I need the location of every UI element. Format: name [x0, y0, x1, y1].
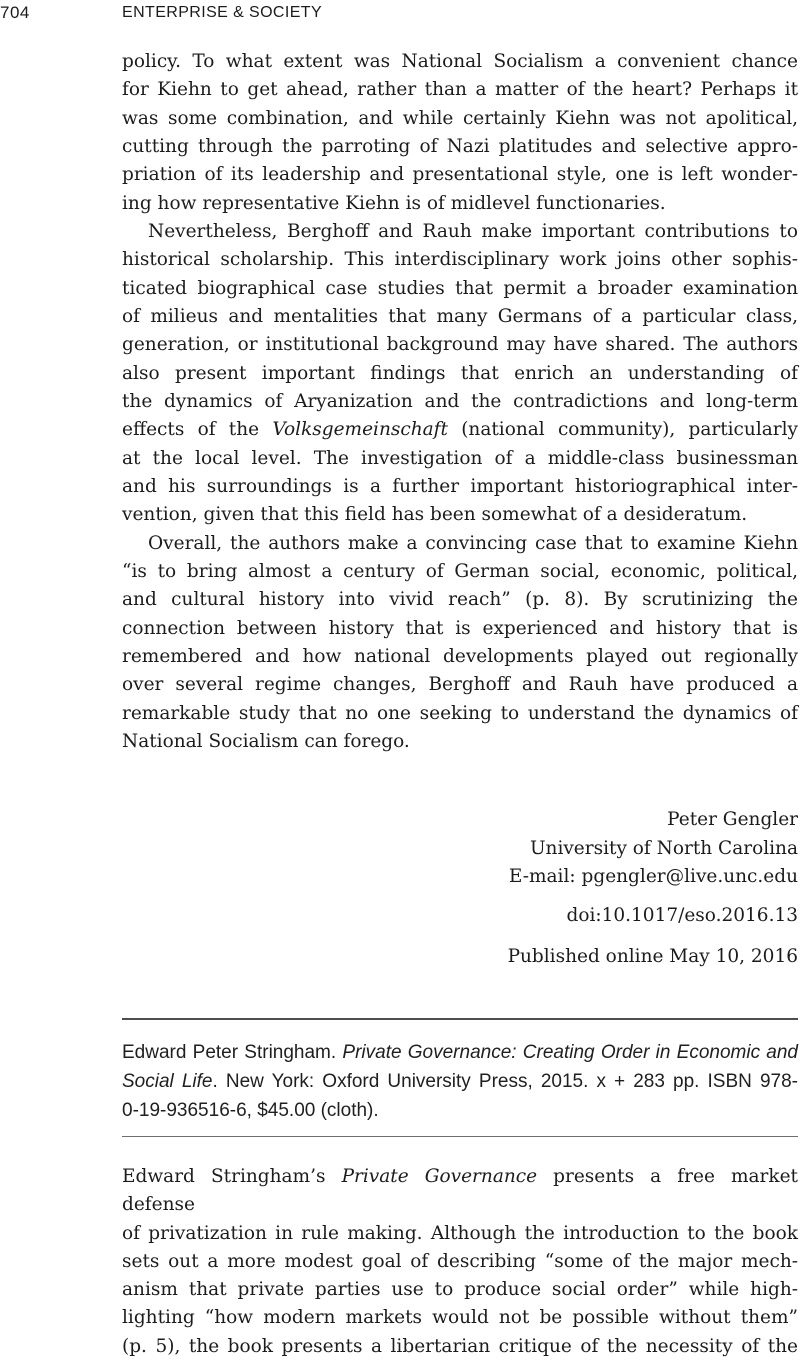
published-online-text: Published online May 10, 2016 — [507, 945, 798, 967]
text-line: at the local level. The investigation of a middle-class businessman — [122, 447, 798, 469]
separator-rule-bottom — [122, 1136, 798, 1137]
reviewer-email: E-mail: pgengler@live.unc.edu — [508, 865, 798, 887]
text-line: Overall, the authors make a convincing case that to examine Kiehn — [148, 532, 798, 554]
review-body-text — [122, 48, 798, 756]
text-line: and cultural history into vivid reach” (p. 8). By scrutinizing the — [122, 589, 798, 611]
text-line: Social Life. New York: Oxford University Press, 2015. x + 283 pp. ISBN 978- — [122, 1070, 798, 1092]
text-line: historical scholarship. This interdisciplinary work joins other sophis- — [122, 249, 798, 271]
text-line: ticated biographical case studies that permit a broader examination — [122, 277, 798, 299]
text-line: policy. To what extent was National Socialism a convenient chance — [122, 51, 798, 72]
text-line: for Kiehn to get ahead, rather than a matter of the heart? Perhaps it — [122, 79, 798, 101]
next-review-body-text — [122, 1163, 798, 1361]
text-line: “is to bring almost a century of German social, economic, political, — [122, 560, 798, 582]
text-line: (p. 5), the book presents a libertarian critique of the necessity of the — [122, 1335, 798, 1357]
page-number: 704 — [0, 3, 30, 22]
text-line: anism that private parties use to produce social order” while high- — [122, 1279, 798, 1301]
text-line: the dynamics of Aryanization and the contradictions and long-term — [122, 390, 798, 412]
text-line: Nevertheless, Berghoff and Rauh make important contributions to — [148, 220, 798, 242]
text-line: remarkable study that no one seeking to understand the dynamics of — [122, 702, 798, 724]
text-line: and his surroundings is a further important historiographical inter- — [122, 475, 798, 497]
text-line: 0-19-936516-6, $45.00 (cloth). — [122, 1099, 379, 1121]
text-line: over several regime changes, Berghoff and Rauh have produced a — [122, 674, 798, 696]
text-line: generation, or institutional background may have shared. The authors — [122, 334, 798, 356]
text-line: Edward Peter Stringham. Private Governance: Creating Order in Economic and — [122, 1041, 799, 1063]
text-line: lighting “how modern markets would not be possible without them” — [122, 1307, 798, 1329]
text-line: of milieus and mentalities that many Germans of a particular class, — [122, 305, 798, 327]
doi-text: doi:10.1017/eso.2016.13 — [566, 905, 798, 927]
text-line: was some combination, and while certainly Kiehn was not apolitical, — [122, 107, 798, 129]
running-header — [0, 2, 800, 24]
text-line: cutting through the parroting of Nazi platitudes and selective appro- — [122, 135, 798, 157]
text-line: of privatization in rule making. Although the introduction to the book — [122, 1222, 798, 1244]
text-column — [122, 48, 798, 1361]
separator-rule-top — [122, 1018, 798, 1020]
text-line: also present important findings that enrich an understanding of — [122, 362, 798, 384]
text-line: National Socialism can forego. — [122, 730, 410, 752]
text-line: sets out a more modest goal of describing “some of the major mech- — [122, 1250, 798, 1272]
text-line: effects of the Volksgemeinschaft (national community), particularly — [122, 419, 798, 441]
book-citation — [122, 1038, 798, 1125]
text-line: connection between history that is experienced and history that is — [122, 617, 798, 639]
text-line: remembered and how national developments played out regionally — [122, 645, 798, 667]
signature-block — [122, 806, 798, 891]
text-line: ing how representative Kiehn is of midlevel functionaries. — [122, 192, 666, 214]
text-line: Edward Stringham’s Private Governance presents a free market defense — [122, 1165, 798, 1216]
reviewer-name: Peter Gengler — [667, 809, 798, 831]
reviewer-affiliation: University of North Carolina — [529, 837, 798, 859]
text-line: priation of its leadership and presentational style, one is left wonder- — [122, 164, 798, 186]
journal-title: ENTERPRISE & SOCIETY — [122, 4, 323, 21]
text-line: vention, given that this field has been somewhat of a desideratum. — [122, 504, 748, 526]
